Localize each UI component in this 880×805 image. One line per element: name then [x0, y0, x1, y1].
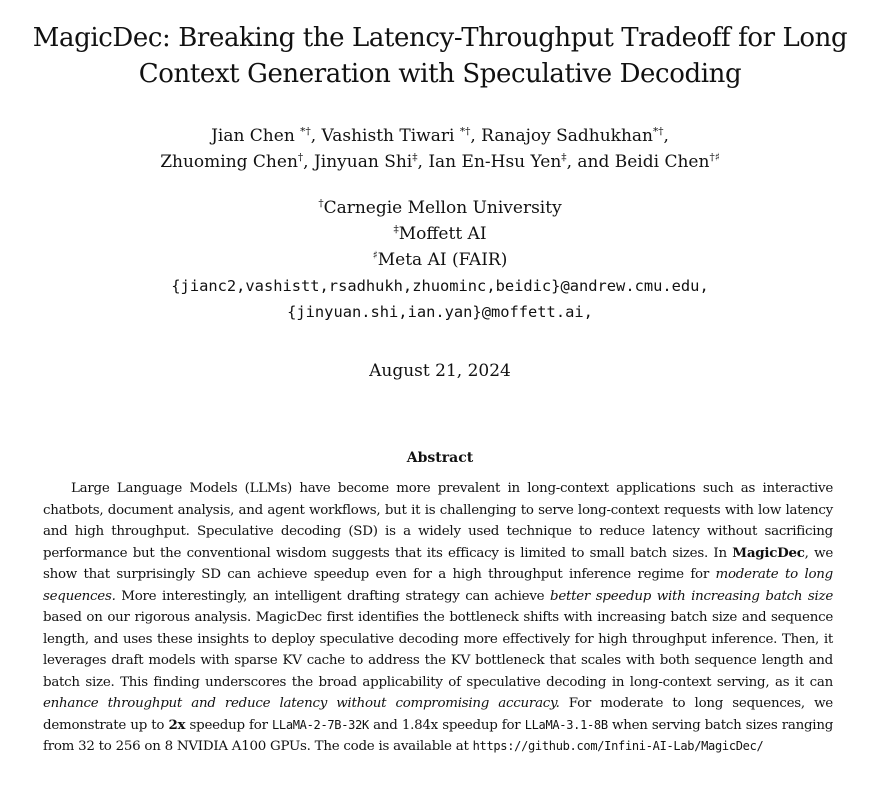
affiliation-name: Meta AI (FAIR) — [377, 250, 508, 270]
author-marks: *† — [459, 125, 471, 138]
author-list: Jian Chen *†, Vashisth Tiwari *†, Ranajoy Sadhukhan*†, Zhuoming Chen†, Jinyuan Shi‡, Ian En-Hsu Yen‡, and Beidi Chen†♯ — [160, 125, 720, 172]
author-marks: †♯ — [709, 151, 720, 164]
affiliation — [0, 195, 880, 221]
affiliation-name: Carnegie Mellon University — [323, 198, 562, 218]
affiliation-mark: ‡ — [393, 223, 399, 236]
affiliation-mark: ♯ — [372, 249, 378, 262]
abstract-body: Large Language Models (LLMs) have become more prevalent in long-context applications such as interactive chatbots, document analysis, and agent workflows, but it is challenging to serve long-context requests with low latency and high throughput. Speculative decoding (SD) is a widely used technique to reduce latency without sacrificing performance but the conventional wisdom suggests that its efficacy is limited to small batch sizes. In MagicDec, we show that surprisingly SD can achieve speedup even for a high throughput inference regime for moderate to long sequences. More interestingly, an intelligent drafting strategy can achieve better speedup with increasing batch size based on our rigorous analysis. MagicDec first identifies the bottleneck shifts with increasing batch size and sequence length, and uses these insights to deploy speculative decoding more effectively for high throughput inference. Then, it leverages draft models with sparse KV cache to address the KV bottleneck that scales with both sequence length and batch size. This finding underscores the broad applicability of speculative decoding in long-context serving, as it can enhance throughput and reduce latency without compromising accuracy. For moderate to long sequences, we demonstrate up to 2x speedup for LLaMA-2-7B-32K and 1.84x speedup for LLaMA-3.1-8B when serving batch sizes ranging from 32 to 256 on 8 NVIDIA A100 GPUs. The code is available at https://github.com/Infini-AI-Lab/MagicDec/ — [43, 481, 834, 754]
email-line: {jinyuan.shi,ian.yan}@moffett.ai, — [287, 303, 593, 321]
affiliation-list — [0, 195, 880, 325]
author-and: and — [577, 152, 610, 172]
author-name: Jinyuan Shi — [313, 152, 413, 172]
abstract-heading: Abstract — [406, 450, 474, 466]
emphasis-italic: enhance throughput and reduce latency without compromising accuracy. — [43, 696, 560, 711]
author-name: Zhuoming Chen — [160, 152, 298, 172]
model-name: LLaMA-2-7B-32K — [271, 717, 369, 732]
affiliation-name: Moffett AI — [398, 224, 487, 244]
author-name: Vashisth Tiwari — [321, 126, 460, 146]
author-name: Beidi Chen — [614, 152, 710, 172]
affiliation — [0, 247, 880, 273]
title-line-2: Context Generation with Speculative Decoding — [138, 59, 742, 89]
author-marks: *† — [300, 125, 311, 138]
model-name: LLaMA-3.1-8B — [524, 717, 608, 732]
author-marks: *† — [653, 125, 664, 138]
paper-date: August 21, 2024 — [369, 361, 511, 381]
code-url[interactable]: https://github.com/Infini-AI-Lab/MagicDec/ — [472, 739, 764, 753]
email-line: {jianc2,vashistt,rsadhukh,zhuominc,beidic}@andrew.cmu.edu, — [171, 277, 709, 295]
author-name: Jian Chen — [211, 126, 301, 146]
title-line-1: MagicDec: Breaking the Latency-Throughput Tradeoff for Long — [32, 23, 848, 53]
author-marks: ‡ — [412, 151, 418, 164]
emphasis-italic: better speedup with increasing batch size — [550, 588, 834, 604]
emphasis-bold: 2x — [168, 716, 186, 733]
affiliation — [0, 221, 880, 247]
affiliation-mark: † — [318, 197, 324, 210]
author-name: Ian En-Hsu Yen — [428, 152, 562, 172]
emphasis-italic: moderate to long sequences. — [43, 567, 833, 604]
paper-title — [0, 20, 880, 92]
author-marks: † — [297, 151, 304, 164]
emphasis-bold: MagicDec — [732, 544, 805, 561]
author-name: Ranajoy Sadhukhan — [481, 126, 653, 146]
author-marks: ‡ — [561, 151, 567, 164]
